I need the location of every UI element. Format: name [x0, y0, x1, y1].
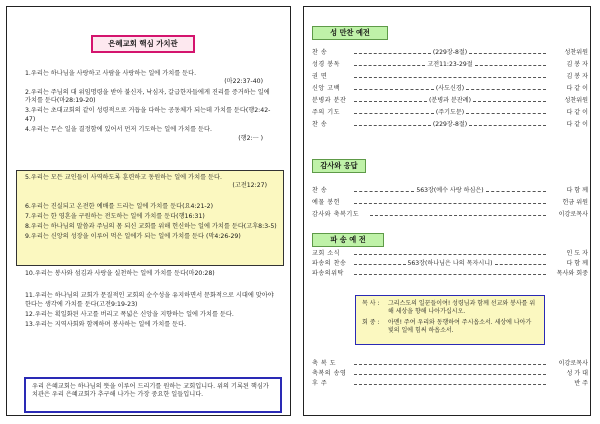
order-row: 분병과 분잔 (분병과 분잔례) 성찬위원 — [312, 96, 589, 104]
values-list-top — [25, 70, 275, 145]
mission-statement: 우리 은혜교회는 하나님의 뜻을 이루어 드리기를 원하는 교회입니다. 위의 기록된 핵심가치관은 우리 은혜교회가 추구해 나가는 가장 중요한 일들입니다. — [24, 377, 282, 413]
value-item: 5.우리는 모든 교인들이 사역하도록 훈련하고 동원하는 일에 가치를 둔다. (고전12:27) — [25, 174, 267, 190]
order-row: 신앙 고백 (사도신경) 다 같 이 — [312, 84, 588, 92]
prayer-line: 목 사 : 그리스도의 일꾼들이여! 성령님과 함께 선교와 봉사를 위해 세상을 향해 나아가십시오. — [362, 300, 536, 316]
value-item: 12.우리는 획일화된 사고를 버리고 폭넓은 신앙을 지향하는 일에 가치를 둔다. — [25, 311, 234, 319]
order-row: 파송의 찬송 563장(하나님은 나의 목자시니) 다 함 께 — [312, 259, 589, 267]
order-row: 감사와 축복기도 이강로목사 — [312, 210, 588, 218]
closing-order — [312, 359, 588, 389]
responsive-prayer-box — [355, 295, 545, 345]
order-row: 찬 송 (229장-8절) 성찬위원 — [312, 48, 588, 56]
value-item: 13.우리는 지역사회와 함께하며 봉사하는 일에 가치를 둔다. — [25, 321, 187, 329]
order-row: 후 주 반 주 — [312, 379, 588, 387]
value-item: 11.우리는 하나님의 교회가 문질적인 교회의 순수성을 유지하면서 문화적으로 시대에 맞아야 한다는 생각에 가치를 둔다(고전9:19-23) — [25, 292, 274, 308]
section-heading-sending: 파 송 예 전 — [312, 233, 384, 247]
value-item: 2.우리는 주님의 대 위임명령을 받아 불신자, 낙심자, 갈급한자들에게 진리를 증거하는 일에 가치를 둔다(마28:19-20) — [25, 88, 270, 105]
values-title: 은혜교회 핵심 가치관 — [91, 35, 195, 53]
order-row: 축복의 송영 성 가 대 — [312, 369, 588, 377]
order-row: 권 면 김 봉 자 — [312, 72, 588, 80]
order-row: 찬 송 563장(예수 사랑 하심은) 다 함 께 — [312, 186, 589, 194]
section-heading-thanks: 감사와 응답 — [312, 159, 366, 173]
value-item: 3.우리는 초대교회의 같이 성령적으로 거듭을 다하는 공동체가 되는데 가치를 둔다(행2:42-47) — [25, 107, 271, 123]
prayer-line: 회 중 : 아멘! 주여 우리와 동행하여 주시옵소서. 세상에 나아가 빛의 일에 힘써 하옵소서. — [362, 319, 532, 335]
order-row: 예물 봉헌 헌금 위원 — [312, 198, 588, 206]
order-row: 찬 송 (229장-8절) 다 같 이 — [312, 120, 588, 128]
value-item: 4.우리는 무슨 일을 결정함에 있어서 먼저 기도하는 일에 가치를 둔다. (행2:ㅡ ) — [25, 126, 263, 142]
order-row: 파송의위탁 목사와 회중 — [312, 269, 588, 277]
value-item: 1.우리는 하나님을 사랑하고 사람을 사랑하는 일에 가치를 둔다. (마22:37-40) — [25, 70, 263, 86]
communion-order — [312, 47, 588, 131]
values-list-bottom — [25, 270, 281, 332]
order-row: 축 복 도 이강로목사 — [312, 359, 588, 367]
order-row: 성경 봉독 고전11:23-29절 김 봉 자 — [312, 60, 588, 68]
value-item: 10.우리는 봉사와 섬김과 사랑을 실천하는 일에 가치를 둔다(마20:28) — [25, 270, 215, 277]
order-row: 주의 기도 (주기도문) 다 같 이 — [312, 108, 588, 116]
values-highlight-box — [16, 170, 284, 266]
value-item: 9.우리는 신앙의 성장을 이루어 먹은 일에가 되는 일에 가치를 둔다 (막4:26-29) — [25, 233, 241, 241]
sending-order — [312, 249, 588, 279]
order-row: 교회 소식 인 도 자 — [312, 249, 588, 257]
value-item: 7.우리는 한 영혼을 구원하는 전도하는 일에 가치를 둔다(행16:31) — [25, 213, 205, 221]
section-heading-communion: 성 만찬 예전 — [312, 26, 388, 40]
right-page — [303, 6, 591, 416]
thanks-order — [312, 185, 588, 221]
left-page — [6, 6, 291, 416]
value-item: 8.우리는 하나님의 말씀과 주님의 몸 되신 교회를 위해 헌신하는 일에 가치를 둔다(고후8:3-5) — [25, 223, 277, 231]
value-item: 6.우리는 진실되고 온전한 예배를 드리는 일에 가치를 둔다(요4:21-2) — [25, 203, 214, 211]
